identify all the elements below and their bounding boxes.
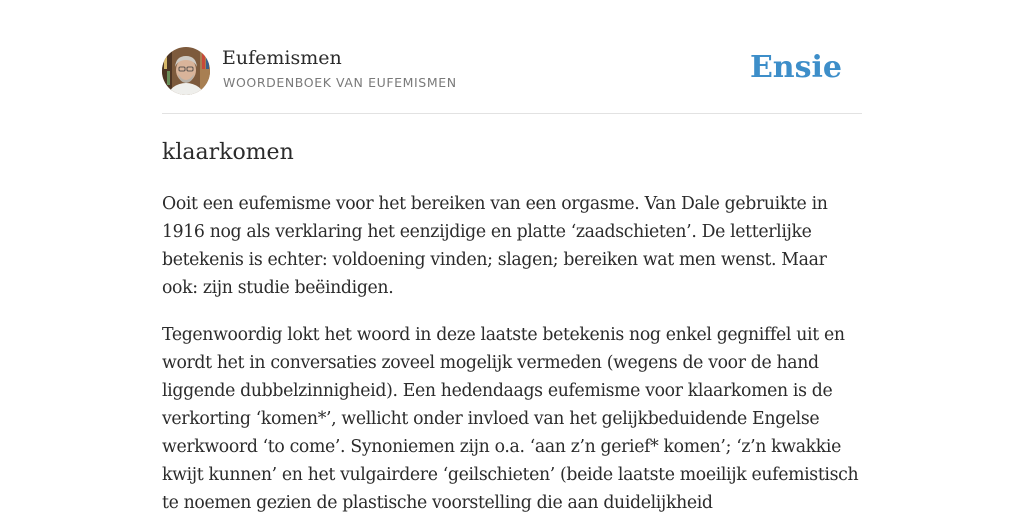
entry-paragraph: Ooit een eufemisme voor het bereiken van een orgasme. Van Dale gebruikte in 1916 nog als verklaring het eenzijdige en platte ‘zaadschieten’. De letterlijke betekenis is echter: voldoening vinden; slagen; bereiken wat men wenst. Maar ook: zijn studie beëindigen.	[162, 194, 828, 298]
entry-title: klaarkomen	[162, 140, 294, 165]
entry-paragraph: Tegenwoordig lokt het woord in deze laatste betekenis nog enkel gegniffel uit en wordt het in conversaties zoveel mogelijk vermeden (wegens de voor de hand liggende dubbelzinnigheid). Een hedendaags eufemisme voor klaarkomen is de verkorting ‘komen*’, wellicht onder invloed van het gelijkbeduidende Engelse werkwoord ‘to come’. Synoniemen zijn o.a. ‘aan z’n gerief* komen’; ‘z’n kwakkie kwijt kunnen’ en het vulgairdere ‘geilschieten’ (beide laatste moeilijk eufemistisch te noemen gezien de plastische voorstelling die aan duidelijkheid	[162, 325, 859, 512]
header	[162, 0, 862, 114]
author-subtitle: WOORDENBOEK VAN EUFEMISMEN	[223, 75, 457, 90]
author-name[interactable]: Eufemismen	[222, 47, 342, 69]
entry-body	[162, 190, 862, 512]
author-avatar[interactable]	[162, 47, 210, 95]
brand-logo[interactable]: Ensie	[749, 50, 842, 85]
page	[162, 0, 862, 512]
